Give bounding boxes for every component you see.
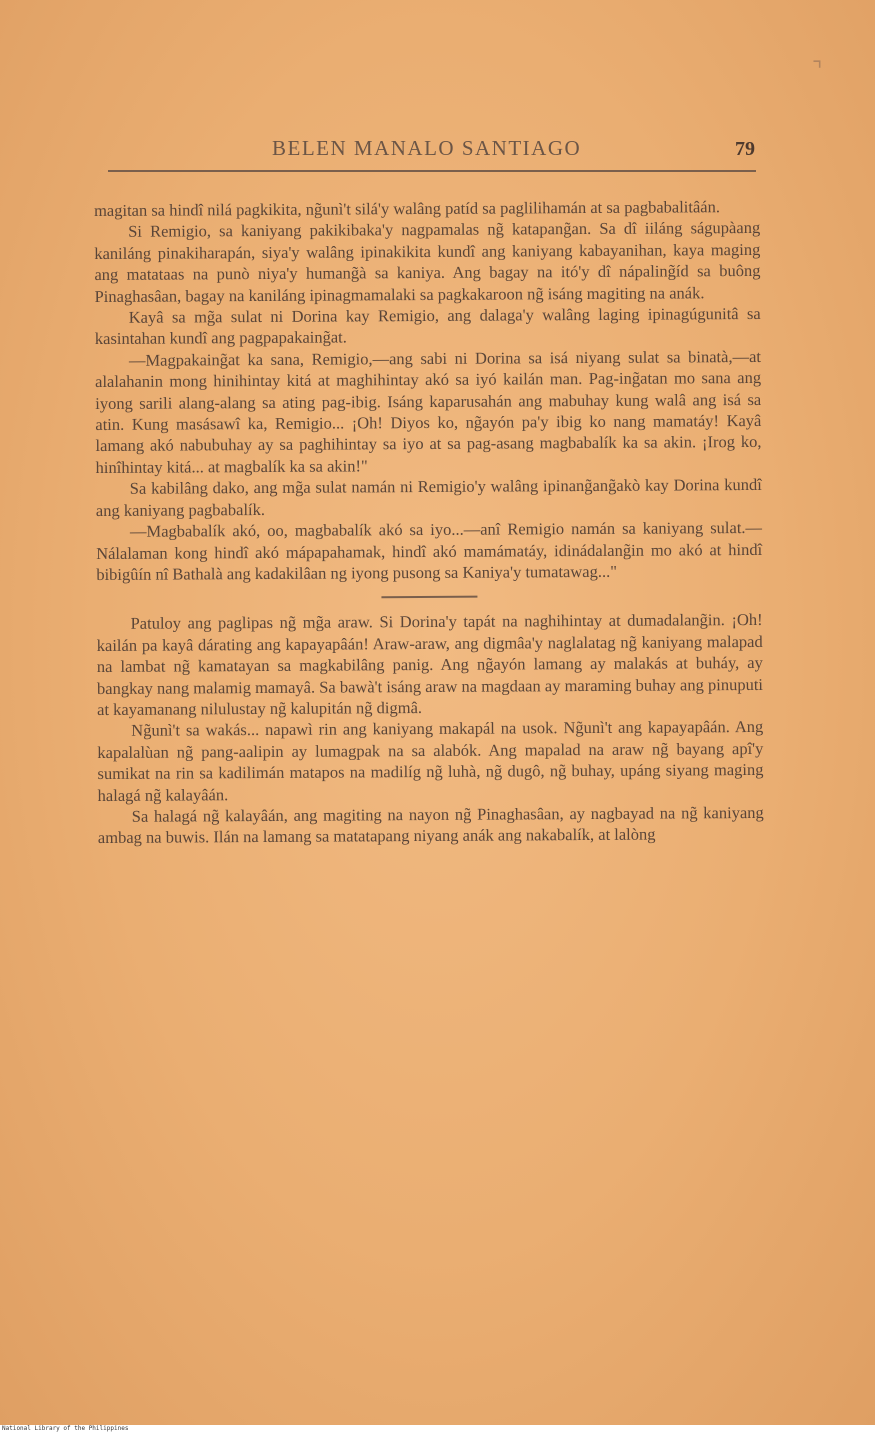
- header-rule: [108, 170, 756, 172]
- paragraph: —Magpakaing̃at ka sana, Remigio,—ang sabi ni Dorina sa isá niyang sulat sa binatà,—at alalahanin mong hinihintay kitá at maghihintay akó sa iyó kailán man. Pag-ing̃atan mo sana ang iyong sarili alang-alang sa ating pag-ibig. Isáng kaparusahán ang mabuhay kung walâ ang isá sa atin. Kung masásawî ka, Remigio... ¡Oh! Diyos ko, ng̃ayón pa'y ibig ko nang mamatáy! Kayâ lamang akó nabubuhay ay sa paghihintay sa iyo at sa pag-asang magbabalík ka sa akin. ¡Irog ko, hinîhintay kitá... at magbalík ka sa akin!": [95, 346, 762, 477]
- section-break-rule: [381, 596, 477, 599]
- footer-bar: [0, 1425, 875, 1433]
- page-header: [110, 136, 755, 170]
- paragraph-continued: magitan sa hindî nilá pagkikita, ng̃unì't silá'y walâng patíd sa paglilihamán at sa pagbabalitâán.: [94, 197, 721, 220]
- paragraph: Sa halagá ng̃ kalayâán, ang magiting na nayon ng̃ Pinaghasâan, ay nagbayad na ng̃ kaniyang ambag na buwis. Ilán na lamang sa matatapang niyang anák ang nakabalík, at lalòng: [97, 802, 764, 848]
- body-text: [94, 196, 764, 849]
- paragraph: Patuloy ang paglipas ng̃ mg̃a araw. Si Dorina'y tapát na naghihintay at dumadalang̃in. ¡Oh! kailán pa kayâ dárating ang kapayapâán! Araw-araw, ang digmâa'y naglalatag ng̃ kaniyang malapad na lambat ng̃ kamatayan sa magkabilâng panig. Ang ng̃ayón lamang ay malakás at buháy, ay bangkay nang malamig mamayâ. Sa bawà't isáng araw na magdaan ay maraming buhay ang pinuputi at kayamanang nilulustay ng̃ kalupitán ng̃ digmâ.: [96, 610, 764, 719]
- page-number: 79: [735, 138, 755, 160]
- paragraph: Ng̃unì't sa wakás... napawì rin ang kaniyang makapál na usok. Ng̃unì't ang kapayapâán. Ang kapalalùan ng̃ pang-aalipin ay lumagpak na sa alabók. Ang mapalad na araw ng̃ bayang apî'y sumikat na rin sa kadilimán matapos na madilíg ng̃ luhà, ng̃ dugô, ng̃ buhay, upáng siyang maging halagá ng̃ kalayâán.: [97, 717, 764, 805]
- running-title: BELEN MANALO SANTIAGO: [272, 136, 582, 160]
- pencil-mark-icon: ⌝: [812, 58, 823, 83]
- paragraph: Sa kabilâng dako, ang mg̃a sulat namán ni Remigio'y walâng ipinang̃ang̃akò kay Dorina kundî ang kaniyang pagbabalík.: [95, 475, 762, 520]
- paragraph: —Magbabalík akó, oo, magbabalík akó sa iyo...—anî Remigio namán sa kaniyang sulat.—Nálalaman kong hindî akó mápapahamak, hindî akó mamámatáy, idinádalang̃in mo akó at hindî bibigûín nî Bathalà ang kadakilâan ng iyong pusong sa Kaniya'y tumatawag...": [96, 518, 763, 584]
- footer-attribution: National Library of the Philippines: [2, 1425, 129, 1432]
- paragraph: Si Remigio, sa kaniyang pakikibaka'y nagpamalas ng̃ katapang̃an. Sa dî iiláng ságupàang kaniláng pinakiharapán, siya'y walâng ipinakikita kundî ang kaniyang kabayanihan, kaya maging ang matataas na punò niya'y humang̃à sa kaniya. Ang bagay na itó'y dî nápaling̃íd sa buông Pinaghasâan, bagay na kaniláng ipinagmamalaki sa pagkakaroon ng̃ isáng magiting na anák.: [94, 218, 761, 306]
- paragraph: Kayâ sa mg̃a sulat ni Dorina kay Remigio, ang dalaga'y walâng laging ipinagúgunitâ sa kasintahan kundî ang pagpapakaing̃at.: [94, 303, 761, 349]
